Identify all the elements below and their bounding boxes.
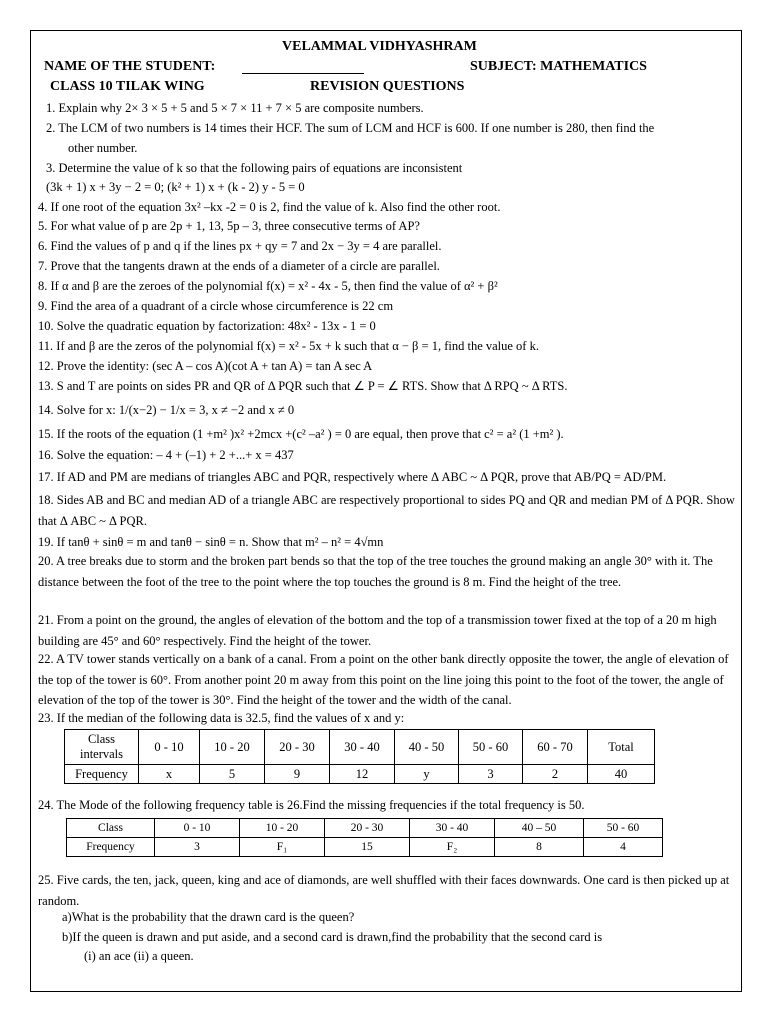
table-cell: 30 - 40	[410, 819, 495, 838]
table-row	[67, 838, 663, 857]
table-cell: Class	[67, 819, 155, 838]
table-cell: 8	[495, 838, 584, 857]
table-header-row	[65, 730, 655, 765]
question-13: 13. S and T are points on sides PR and QR of Δ PQR such that ∠ P = ∠ RTS. Show that Δ RPQ ~ Δ RTS.	[38, 379, 568, 393]
question-1: 1. Explain why 2× 3 × 5 + 5 and 5 × 7 × 11 + 7 × 5 are composite numbers.	[46, 101, 424, 115]
question-22: 22. A TV tower stands vertically on a bank of a canal. From a point on the other bank directly opposite the tower, the angle of elevation of the top of the tower is 60°. From another point 20 m away from this point on the line joing this point to the foot of the tower, the angle of elevation of the top of the tower is 30°. Find the height of the tower and the width of the canal.	[38, 652, 729, 707]
table-cell: 2	[523, 765, 588, 784]
question-20: 20. A tree breaks due to storm and the broken part bends so that the top of the tree touches the ground making an angle 30° with it. The distance between the foot of the tree to the point where the top touches the ground is 8 m. Find the height of the tree.	[38, 554, 713, 589]
student-name-label: NAME OF THE STUDENT:	[44, 59, 216, 74]
table-cell: 4	[584, 838, 663, 857]
question-25: 25. Five cards, the ten, jack, queen, king and ace of diamonds, are well shuffled with their faces downwards. One card is then picked up at random.	[38, 873, 730, 908]
table-cell: 0 - 10	[139, 730, 200, 765]
table-cell: 20 - 30	[265, 730, 330, 765]
question-23: 23. If the median of the following data is 32.5, find the values of x and y:	[38, 711, 405, 725]
question-14: 14. Solve for x: 1/(x−2) − 1/x = 3, x ≠ −2 and x ≠ 0	[38, 403, 295, 417]
table-cell: Class intervals	[65, 730, 139, 765]
table-cell: 40	[588, 765, 655, 784]
table-cell: F₁	[240, 838, 325, 857]
subject-label: SUBJECT: MATHEMATICS	[470, 59, 647, 74]
table-row	[65, 765, 655, 784]
question-9: 9. Find the area of a quadrant of a circle whose circumference is 22 cm	[38, 299, 394, 313]
question-19: 19. If tanθ + sinθ = m and tanθ − sinθ = n. Show that m² – n² = 4√mn	[38, 535, 384, 549]
question-11: 11. If and β are the zeros of the polynomial f(x) = x² - 5x + k such that α − β = 1, find the value of k.	[38, 339, 539, 353]
table-cell: 40 – 50	[495, 819, 584, 838]
question-25-part-b: b)If the queen is drawn and put aside, and a second card is drawn,find the probability that the second card is	[62, 930, 603, 944]
table-cell: 50 - 60	[459, 730, 523, 765]
question-3: 3. Determine the value of k so that the following pairs of equations are inconsistent	[46, 161, 463, 175]
table-header-row	[67, 819, 663, 838]
revision-title: REVISION QUESTIONS	[310, 79, 465, 94]
table-cell: 3	[155, 838, 240, 857]
table-cell: 0 - 10	[155, 819, 240, 838]
question-5: 5. For what value of p are 2p + 1, 13, 5p – 3, three consecutive terms of AP?	[38, 219, 420, 233]
question-10: 10. Solve the quadratic equation by factorization: 48x² - 13x - 1 = 0	[38, 319, 376, 333]
table-cell: Frequency	[67, 838, 155, 857]
student-name-blank[interactable]	[242, 60, 364, 74]
question-12: 12. Prove the identity: (sec A – cos A)(cot A + tan A) = tan A sec A	[38, 359, 373, 373]
table-cell: 40 - 50	[395, 730, 459, 765]
table-cell: y	[395, 765, 459, 784]
question-17: 17. If AD and PM are medians of triangles ABC and PQR, respectively where Δ ABC ~ Δ PQR, prove that AB/PQ = AD/PM.	[38, 470, 667, 484]
question-2: 2. The LCM of two numbers is 14 times their HCF. The sum of LCM and HCF is 600. If one number is 280, then find the	[46, 121, 655, 135]
question-16: 16. Solve the equation: – 4 + (–1) + 2 +...+ x = 437	[38, 448, 294, 462]
table-cell: 12	[330, 765, 395, 784]
question-24: 24. The Mode of the following frequency table is 26.Find the missing frequencies if the total frequency is 50.	[38, 798, 585, 812]
table-cell: 3	[459, 765, 523, 784]
question-3-equations: (3k + 1) x + 3y − 2 = 0; (k² + 1) x + (k - 2) y - 5 = 0	[46, 180, 305, 194]
question-2-cont: other number.	[68, 141, 138, 155]
question-21: 21. From a point on the ground, the angles of elevation of the bottom and the top of a transmission tower fixed at the top of a 20 m high building are 45° and 60° respectively. Find the height of the tower.	[38, 613, 717, 648]
table-cell: 9	[265, 765, 330, 784]
class-label: CLASS 10 TILAK WING	[50, 79, 205, 94]
school-name: VELAMMAL VIDHYASHRAM	[282, 39, 477, 54]
table-cell: 30 - 40	[330, 730, 395, 765]
question-6: 6. Find the values of p and q if the lines px + qy = 7 and 2x − 3y = 4 are parallel.	[38, 239, 442, 253]
table-cell: F₂	[410, 838, 495, 857]
question-25-options: (i) an ace (ii) a queen.	[84, 949, 194, 963]
table-cell: x	[139, 765, 200, 784]
table-cell: 5	[200, 765, 265, 784]
table-cell: 15	[325, 838, 410, 857]
table-cell: 10 - 20	[240, 819, 325, 838]
table-cell: Frequency	[65, 765, 139, 784]
table-cell: 50 - 60	[584, 819, 663, 838]
median-data-table	[64, 729, 655, 784]
mode-data-table	[66, 818, 663, 857]
question-7: 7. Prove that the tangents drawn at the ends of a diameter of a circle are parallel.	[38, 259, 440, 273]
table-cell: Total	[588, 730, 655, 765]
table-cell: 60 - 70	[523, 730, 588, 765]
question-4: 4. If one root of the equation 3x² –kx -2 = 0 is 2, find the value of k. Also find the other root.	[38, 200, 501, 214]
table-cell: 20 - 30	[325, 819, 410, 838]
question-8: 8. If α and β are the zeroes of the polynomial f(x) = x² - 4x - 5, then find the value of α² + β²	[38, 279, 498, 293]
question-15: 15. If the roots of the equation (1 +m² )x² +2mcx +(c² –a² ) = 0 are equal, then prove that c² = a² (1 +m² ).	[38, 427, 564, 441]
table-cell: 10 - 20	[200, 730, 265, 765]
question-25-part-a: a)What is the probability that the drawn card is the queen?	[62, 910, 355, 924]
question-18: 18. Sides AB and BC and median AD of a triangle ABC are respectively proportional to sides PQ and QR and median PM of Δ PQR. Show that Δ ABC ~ Δ PQR.	[38, 493, 735, 528]
